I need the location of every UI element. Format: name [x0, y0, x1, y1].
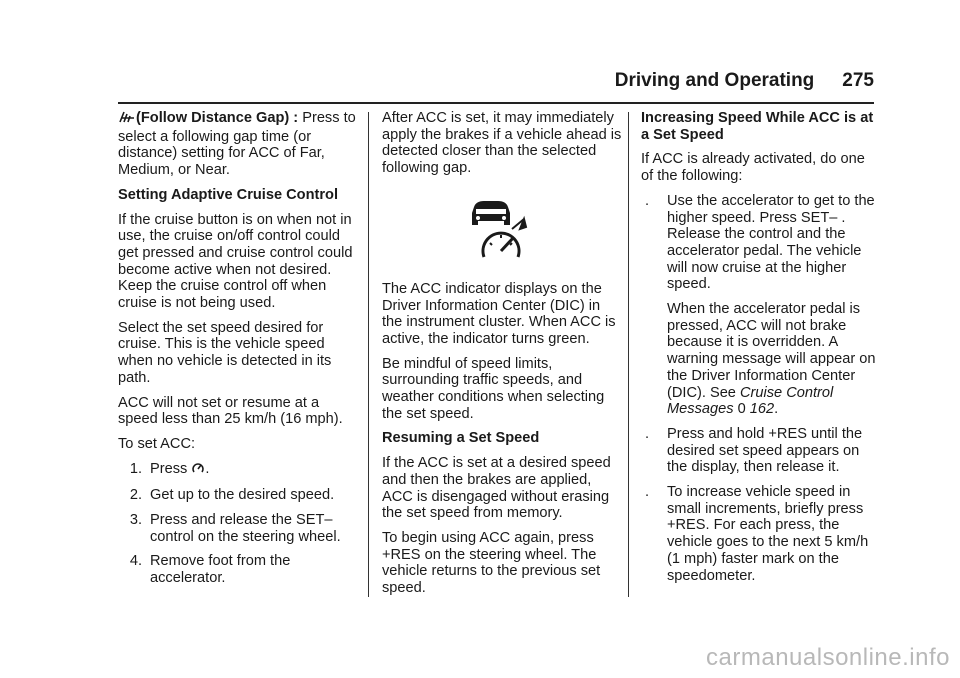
step-4: 4. Remove foot from the accelerator.	[129, 553, 291, 587]
watermark: carmanualsonline.info	[706, 644, 950, 671]
column-2	[382, 110, 622, 605]
increase-heading: Increasing Speed While ACC is at a Set Speed	[641, 110, 874, 143]
cruise-on-icon	[191, 461, 205, 480]
resume-heading: Resuming a Set Speed	[382, 430, 540, 447]
cross-reference-link[interactable]: Cruise Control Messages	[667, 384, 834, 418]
col3-p1: If ACC is already activated, do one of the following:	[641, 151, 865, 185]
header-rule	[118, 102, 874, 104]
column-1	[118, 110, 358, 595]
column-divider-2	[628, 112, 629, 597]
column-divider-1	[368, 112, 369, 597]
follow-gap-icon	[118, 110, 136, 129]
bullet-2: . Press and hold +RES until the desired set speed appears on the display, then release it.	[645, 425, 863, 476]
page-number: 275	[842, 70, 874, 91]
bullet-1-sub: When the accelerator pedal is pressed, ACC will not brake because it is overridden. A warning message will appear on the Driver Information Center (DIC). See Cruise Control Messages 0 162.	[667, 301, 876, 418]
acc-indicator-figure	[382, 199, 622, 259]
col2-p3: Be mindful of speed limits, surrounding traffic speeds, and weather conditions when selecting the set speed.	[382, 355, 605, 422]
col1-p2: Select the set speed desired for cruise. This is the vehicle speed when no vehicle is detected in its path.	[118, 319, 332, 386]
col2-p1: After ACC is set, it may immediately apply the brakes if a vehicle ahead is detected closer than the selected following gap.	[382, 110, 622, 177]
col2-p4: If the ACC is set at a desired speed and then the brakes are applied, ACC is disengaged without erasing the set speed from memory.	[382, 455, 611, 522]
col1-p1: If the cruise button is on when not in use, the cruise on/off control could get pressed and cruise control could become active when not desired. Keep the cruise control off when cruise is not being used.	[118, 211, 353, 312]
page-ref-arrow: 0	[737, 401, 746, 418]
col1-p3: ACC will not set or resume at a speed less than 25 km/h (16 mph).	[118, 394, 343, 428]
step-1: 1. Press .	[118, 461, 358, 480]
bullet-1: . Use the accelerator to get to the higher speed. Press SET– . Release the control and the accelerator pedal. The vehicle will now cruise at the higher speed.	[645, 192, 875, 293]
page-ref-number[interactable]: 162	[749, 401, 775, 418]
col2-p5: To begin using ACC again, press +RES on the steering wheel. The vehicle returns to the previous set speed.	[382, 529, 601, 597]
col2-p2: The ACC indicator displays on the Driver Information Center (DIC) in the instrument cluster. When ACC is active, the indicator turns green.	[382, 280, 616, 347]
step-2: 2. Get up to the desired speed.	[129, 487, 335, 504]
gap-paragraph	[118, 110, 358, 179]
setting-heading: Setting Adaptive Cruise Control	[118, 186, 339, 203]
section-title: Driving and Operating	[614, 70, 815, 91]
col1-p4: To set ACC:	[118, 435, 196, 452]
bullet-3: . To increase vehicle speed in small increments, briefly press +RES. For each press, the vehicle goes to the next 5 km/h (1 mph) faster mark on the speedometer.	[645, 484, 869, 584]
gap-label: (Follow Distance Gap) :	[136, 110, 299, 126]
acc-indicator-icon	[460, 199, 544, 259]
column-3	[641, 110, 877, 592]
step-3: 3. Press and release the SET– control on the steering wheel.	[129, 512, 341, 545]
page-header	[615, 70, 874, 92]
gap-text: Press to select a following gap time (or distance) setting for ACC of Far, Medium, or Near.	[118, 110, 356, 179]
